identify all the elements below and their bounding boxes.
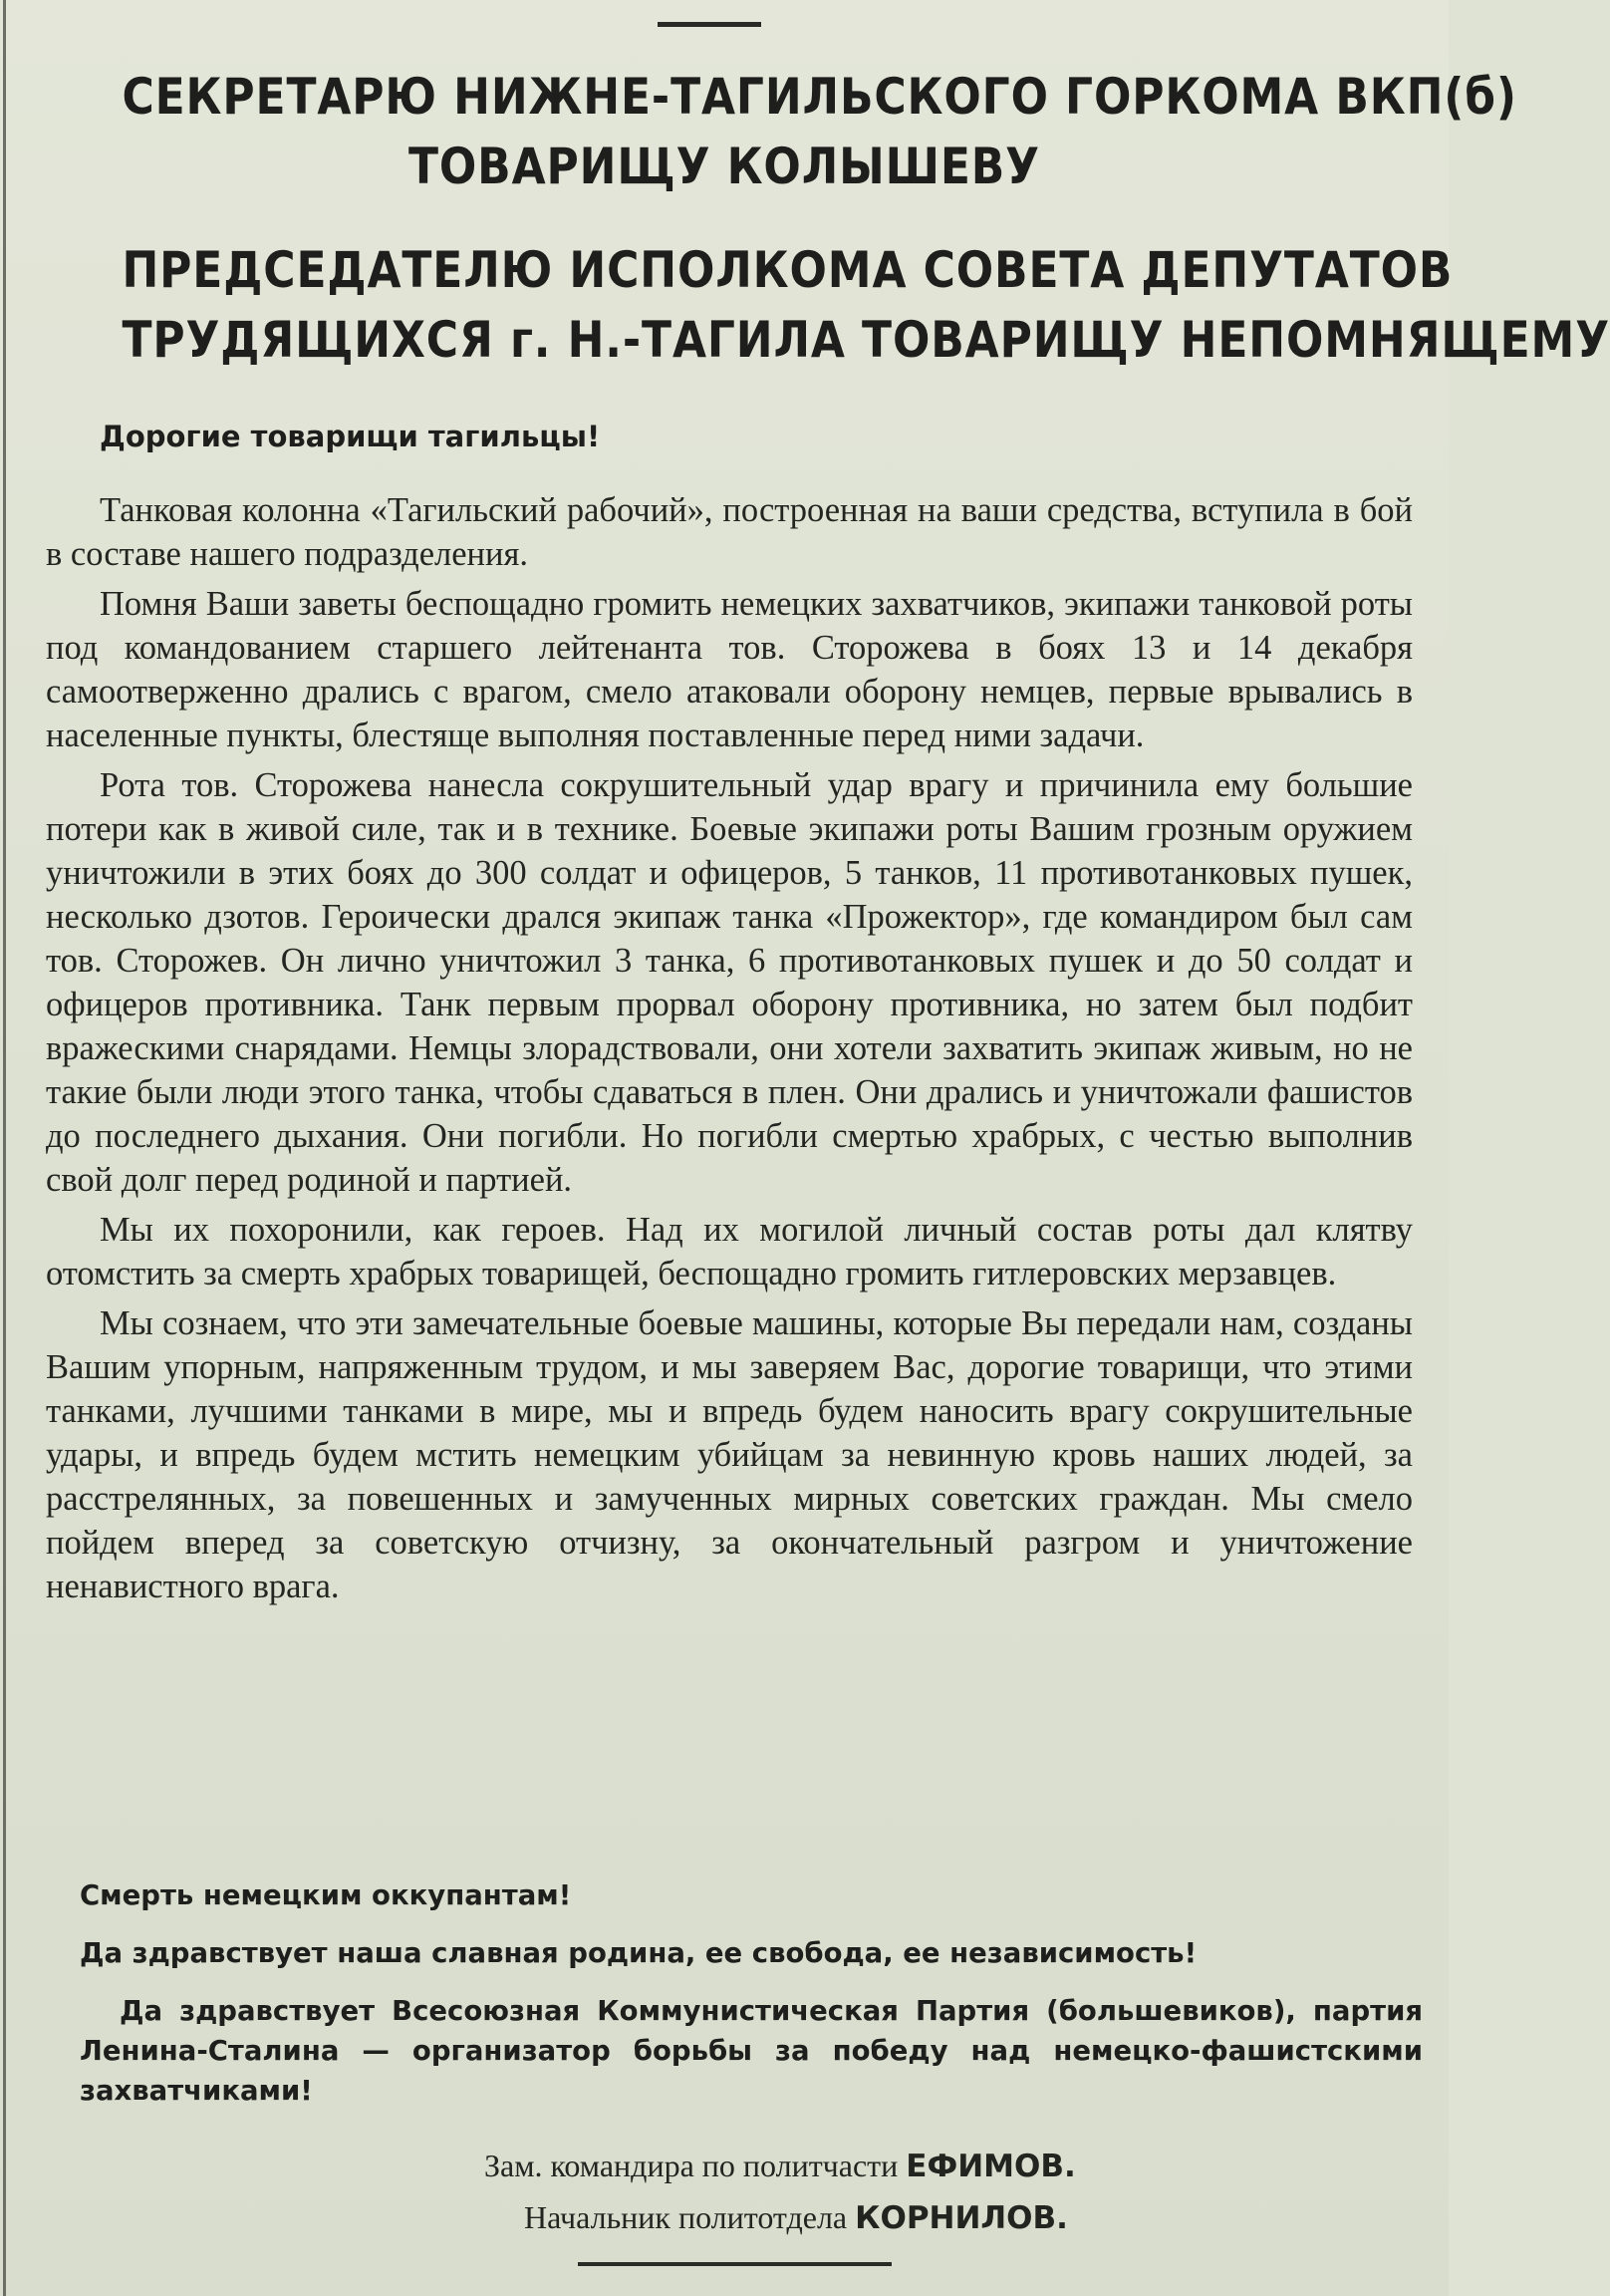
headline-line-3: ПРЕДСЕДАТЕЛЮ ИСПОЛКОМА СОВЕТА ДЕПУТАТОВ [122,241,1454,299]
top-divider [658,22,761,27]
paragraph-2: Помня Ваши заветы беспощадно громить немецких захватчиков, экипажи танковой роты под командованием старшего лейтенанта тов. Сторожева в боях 13 и 14 декабря самоотверженно дрались с врагом, смело атаковали оборону немцев, первые врывались в населенные пункты, блестяще выполняя поставленные перед ними задачи. [46,585,1413,754]
signature-1-name: ЕФИМОВ. [906,2149,1076,2184]
signature-1-role: Зам. командира по политчасти [484,2148,899,2183]
slogan-3: Да здравствует Всесоюзная Коммунистическая Партия (большевиков), партия Ленина-Сталина — организатор борьбы за победу над немецко-фашистскими захватчиками! [80,1995,1423,2107]
paragraph-3: Рота тов. Сторожева нанесла сокрушительный удар врагу и причинила ему большие потери как в живой силе, так и в технике. Боевые экипажи роты Вашим грозным оружием уничтожили в этих боях до 300 солдат и офицеров, 5 танков, 11 противотанковых пушек, несколько дзотов. Героически дрался экипаж танка «Прожектор», где командиром был сам тов. Сторожев. Он лично уничтожил 3 танка, 6 противотанковых пушек и до 50 солдат и офицеров противника. Танк первым прорвал оборону противника, но затем был подбит вражескими снарядами. Немцы злорадствовали, они хотели захватить экипаж живым, но не такие были люди этого танка, чтобы сдаваться в плен. Они дрались и уничтожали фашистов до последнего дыхания. Они погибли. Но погибли смертью храбрых, с честью выполнив свой долг перед родиной и партией. [46,766,1413,1199]
signature-2-name: КОРНИЛОВ. [855,2200,1068,2236]
bottom-divider [578,2262,892,2266]
paragraph-5: Мы сознаем, что эти замечательные боевые машины, которые Вы передали нам, созданы Вашим упорным, напряженным трудом, и мы заверяем Вас, дорогие товарищи, что этими танками, лучшими танками в мире, мы и впредь будем наносить врагу сокрушительные удары, и впредь будем мстить немецким убийцам за невинную кровь наших людей, за расстрелянных, за повешенных и замученных мирных советских граждан. Мы смело пойдем вперед за советскую отчизну, за окончательный разгром и уничтожение ненавистного врага. [46,1304,1413,1605]
signature-2 [524,2192,1068,2243]
headline-line-1: СЕКРЕТАРЮ НИЖНЕ-ТАГИЛЬСКОГО ГОРКОМА ВКП(б) [122,68,1517,126]
headline-addressee-1 [122,62,1517,201]
slogan-1: Смерть немецким оккупантам! [80,1879,572,1911]
salutation: Дорогие товарищи тагильцы! [100,420,601,453]
signature-2-role: Начальник политотдела [524,2199,848,2235]
headline-line-4: ТРУДЯЩИХСЯ г. Н.-ТАГИЛА ТОВАРИЩУ НЕПОМНЯЩЕМУ [122,311,1610,369]
headline-addressee-2 [122,235,1610,375]
slogans-block [80,1875,1423,2129]
signature-1 [484,2141,1076,2191]
headline-line-2: ТОВАРИЩУ КОЛЫШЕВУ [407,138,1040,195]
paragraph-1: Танковая колонна «Тагильский рабочий», построенная на ваши средства, вступила в бой в составе нашего подразделения. [46,491,1413,573]
left-column-rule [3,0,6,2296]
letter-body [46,488,1413,1614]
paragraph-4: Мы их похоронили, как героев. Над их могилой личный состав роты дал клятву отомстить за смерть храбрых товарищей, беспощадно громить гитлеровских мерзавцев. [46,1211,1413,1292]
slogan-2: Да здравствует наша славная родина, ее свобода, ее независимость! [80,1937,1198,1969]
